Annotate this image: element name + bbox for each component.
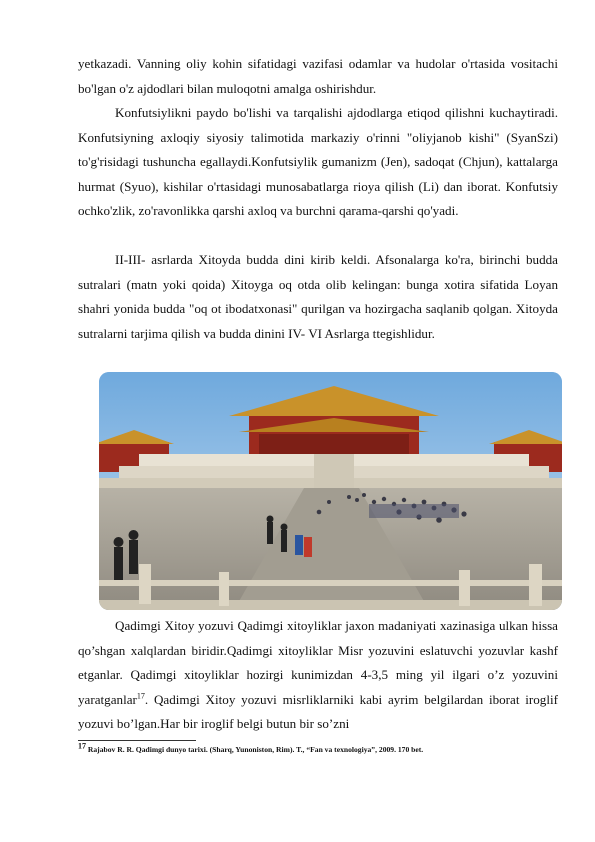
footnote-number: 17 — [78, 741, 86, 751]
paragraph-2: Konfutsiylikni paydo bo'lishi va tarqalishi ajdodlarga etiqod qilishni kuchaytiradi. Konfutsiyning axloqiy siyosiy talimotida markaziy o'rinni "oliyjanob kishi" (SyanSzi) to'g'risidagi tushuncha egallaydi.Konfutsiylik gumanizm (Jen), sadoqat (Chjun), kattalarga hurmat (Syuo), kishilar o'rtasidagi munosabatlarga rioya qilish (Li) dan iborat. Konfutsiy ochko'zlik, zo'ravonlikka qarshi axloq va burchni qarama-qarshi qo'yadi. — [78, 105, 558, 219]
paragraph-4-text-b: . Qadimgi Xitoy yozuvi misrliklarniki kabi ayrim belgilardan iborat iroglif yozuvi bo’lgan.Har bir iroglif belgi butun bir so’zni — [78, 691, 558, 732]
palace-illustration — [99, 372, 562, 610]
forbidden-city-photo — [99, 372, 562, 610]
footnote-divider — [78, 740, 196, 741]
paragraph-1: yetkazadi. Vanning oliy kohin sifatidagi vazifasi odamlar va hudolar o'rtasida vositachi bo'lgan o'z ajdodlari bilan muloqotni amalga oshirishdur. — [78, 56, 558, 96]
footnote-text: Rajabov R. R. Qadimgi dunyo tarixi. (Sharq, Yunoniston, Rim). T., “Fan va texnologiya”, 2009. 170 bet. — [86, 745, 424, 754]
paragraph-4-text-a: Qadimgi Xitoy yozuvi Qadimgi xitoyliklar jaxon madaniyati xazinasiga ulkan hissa qo’shgan xalqlardan biridir.Qadimgi xitoyliklar Misr yozuvini eslatuvchi yozuvlar kashf etganlar. Qadimgi xitoyliklar hozirgi kunimizdan 4-3,5 ming yil ilgari o’z yozuvini yaratganlar — [78, 618, 558, 707]
paragraph-3: II-III- asrlarda Xitoyda budda dini kirib keldi. Afsonalarga ko'ra, birinchi budda sutralari (matn yoki qoida) Xitoyga oq otda olib kelingan: bunga xotira sifatida Loyan shahri yonida budda "oq ot ibodatxonasi" qurilgan va hozirgacha saqlanib qolgan. Xitoyda sutralarni tarjima qilish va budda dinini IV- VI Asrlarga ttegishlidur. — [78, 252, 558, 341]
footnote — [78, 741, 558, 755]
footnote-reference[interactable]: 17 — [136, 691, 145, 701]
paragraph-4 — [78, 614, 558, 737]
